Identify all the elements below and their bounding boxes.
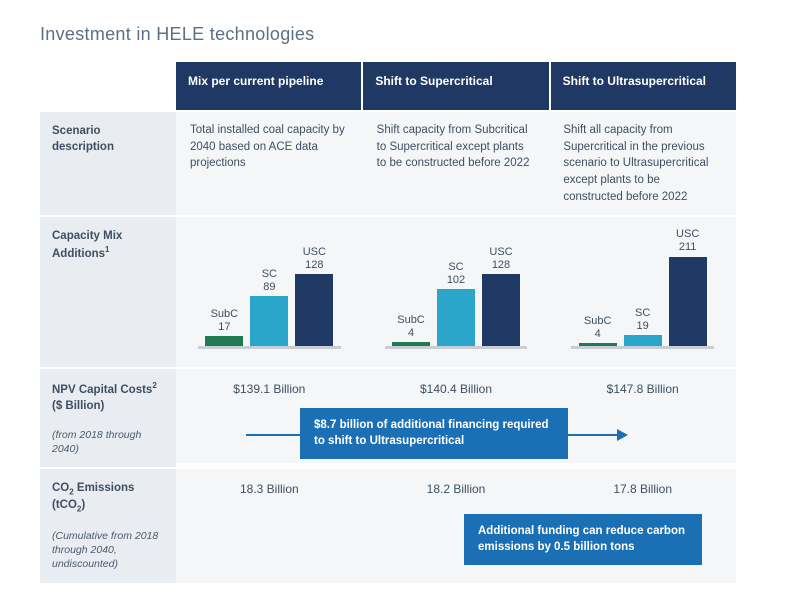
- bar-label-usc-1-val: 128: [305, 258, 324, 271]
- bars-1: [176, 228, 363, 346]
- row-scenario-description: [40, 112, 736, 217]
- bar-label-subc-1-val: 17: [218, 320, 231, 333]
- chart-shift-to-ultrasupercritical: [549, 217, 736, 367]
- row-label-npv: [40, 369, 176, 468]
- bar-label-sc-3-cat: SC: [635, 307, 651, 320]
- header-cells: [176, 62, 736, 112]
- bar-label-usc-1-cat: USC: [302, 246, 326, 259]
- header-spacer: [40, 62, 176, 112]
- row-label-npv-note: (from 2018 through 2040): [52, 429, 142, 456]
- bar-label-subc-2-val: 4: [407, 326, 415, 339]
- bar-label-usc-3-cat: USC: [676, 228, 700, 241]
- chart-mix-per-current-pipeline: [176, 217, 363, 367]
- bar-sc-2: [437, 289, 475, 346]
- bar-label-sc-2-val: 102: [446, 273, 466, 286]
- row-label-emissions-line2-sub: 2: [76, 503, 82, 513]
- row-label-emissions-line2-post: ): [81, 498, 86, 511]
- bar-label-subc-1-cat: SubC: [210, 308, 239, 321]
- npv-cell-1: $139.1 Billion: [233, 382, 306, 397]
- bar-label-sc-1: [262, 268, 277, 293]
- bar-label-usc-2: [489, 246, 512, 271]
- chart-shift-to-supercritical: [363, 217, 550, 367]
- bar-usc-3: [669, 257, 707, 347]
- row-label-capacity: [40, 217, 176, 369]
- bar-label-sc-1-val: 89: [263, 280, 276, 293]
- emissions-cell-2: 18.2 Billion: [426, 481, 486, 496]
- emissions-cell-1: 18.3 Billion: [239, 481, 299, 496]
- row-label-npv-footnote: 2: [152, 381, 157, 391]
- bar-label-subc-3: [584, 315, 612, 340]
- table-header-row: [40, 62, 736, 112]
- bar-group-usc-2: [481, 228, 521, 346]
- scenario-cell-2: Shift capacity from Subcritical to Supercritical except plants to be constructed before 2022: [376, 124, 530, 170]
- npv-cell-3: $147.8 Billion: [606, 382, 679, 397]
- row-label-capacity-footnote: 1: [105, 244, 110, 254]
- column-header-3: Shift to Ultrasupercritical: [551, 62, 736, 112]
- bar-group-usc-3: [668, 228, 708, 346]
- bar-label-sc-1-cat: SC: [261, 268, 277, 281]
- bar-label-subc-3-val: 4: [594, 327, 601, 340]
- bar-label-usc-3: [676, 228, 699, 253]
- bar-label-usc-1: [303, 246, 326, 271]
- chart-baseline-3: [571, 346, 714, 349]
- scenario-cell-1: Total installed coal capacity by 2040 based on ACE data projections: [190, 124, 345, 170]
- bar-sc-1: [250, 296, 288, 346]
- row-label-emissions-post: Emissions: [73, 481, 135, 494]
- bar-label-sc-3-val: 19: [636, 319, 649, 332]
- row-label-emissions-sub: 2: [69, 486, 74, 496]
- bar-label-subc-2-cat: SubC: [397, 314, 425, 327]
- bar-label-subc-3-cat: SubC: [583, 315, 612, 328]
- chart-area-2: [363, 223, 550, 349]
- bar-subc-1: [205, 336, 243, 346]
- bar-group-sc-3: [623, 228, 663, 346]
- row-label-npv-text: NPV Capital Costs: [52, 384, 153, 397]
- bar-label-usc-2-val: 128: [491, 258, 511, 271]
- bar-label-sc-2-cat: SC: [448, 261, 464, 274]
- bars-3: [549, 228, 736, 346]
- column-header-1: Mix per current pipeline: [176, 62, 361, 112]
- bar-usc-2: [482, 274, 520, 346]
- bar-group-subc-2: [391, 228, 431, 346]
- row-capacity-mix: [40, 217, 736, 369]
- bar-group-usc-1: [294, 228, 334, 346]
- npv-cell-2: $140.4 Billion: [419, 382, 493, 397]
- row-body-scenario: [176, 112, 736, 217]
- scenario-cell-3: Shift all capacity from Supercritical in the previous scenario to Ultrasupercritical except plants to be constructed before 2022: [563, 124, 709, 203]
- bar-group-subc-3: [578, 228, 618, 346]
- row-label-emissions-line2-pre: (tCO: [52, 498, 77, 511]
- callout-emissions: Additional funding can reduce carbon emissions by 0.5 billion tons: [464, 514, 702, 565]
- column-header-2: Shift to Supercritical: [363, 62, 548, 112]
- chart-baseline-2: [385, 346, 528, 349]
- row-label-emissions-pre: CO: [52, 481, 70, 494]
- row-label-emissions: [40, 469, 176, 586]
- bar-group-sc-1: [249, 228, 289, 346]
- row-label-npv-line2: ($ Billion): [52, 399, 105, 412]
- scenario-comparison-table: [40, 62, 736, 585]
- bar-group-sc-2: [436, 228, 476, 346]
- bar-label-subc-1: [211, 308, 239, 333]
- bar-label-subc-2: [397, 314, 425, 339]
- row-body-capacity: [176, 217, 736, 369]
- row-label-emissions-note: (Cumulative from 2018 through 2040, undiscounted): [52, 529, 159, 571]
- bar-label-sc-3: [635, 307, 650, 332]
- emissions-cell-3: 17.8 Billion: [613, 481, 673, 496]
- page-title: Investment in HELE technologies: [40, 24, 315, 44]
- bar-label-usc-2-cat: USC: [489, 246, 513, 259]
- chart-area-1: [176, 223, 363, 349]
- row-label-scenario: Scenario description: [40, 112, 176, 217]
- bar-usc-1: [295, 274, 333, 346]
- arrow-head: [617, 429, 628, 441]
- bars-2: [363, 228, 550, 346]
- bar-sc-3: [624, 335, 662, 346]
- bar-label-sc-2: [447, 261, 465, 286]
- bar-group-subc-1: [204, 228, 244, 346]
- chart-baseline-1: [198, 346, 341, 349]
- chart-area-3: [549, 223, 736, 349]
- bar-label-usc-3-val: 211: [678, 241, 697, 253]
- row-label-capacity-text: Capacity Mix Additions: [52, 230, 123, 260]
- callout-financing: $8.7 billion of additional financing required to shift to Ultrasupercritical: [300, 408, 568, 459]
